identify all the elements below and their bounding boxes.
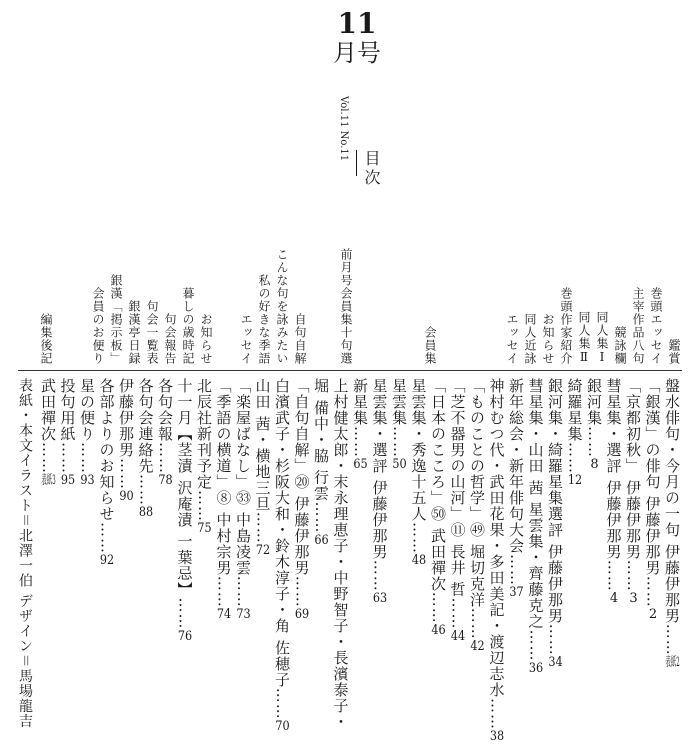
section-label-oshirase2: お知らせ: [199, 313, 213, 365]
toc-entry-text: 星雲集・秀逸十五人……: [409, 378, 428, 554]
volume-label: Vol.11 No.11: [338, 96, 349, 162]
toc-entry-page: 70: [275, 719, 290, 733]
toc-entry: [196, 378, 211, 535]
section-label-kyoeiran: 競詠欄: [613, 326, 627, 365]
toc-entry-page: 76: [177, 629, 193, 643]
toc-entry-text: 「自句自解」⑳ 伊藤伊那男……: [292, 378, 311, 608]
toc-entry-text: 北辰社新刊予定……: [195, 378, 213, 522]
credits-line: 表紙・本文イラスト＝北澤一伯 デザイン＝馬場龍吉: [17, 378, 33, 729]
toc-entry-text: 「ものことの哲学」㊾ 堀切克洋……: [468, 378, 486, 640]
section-label-doujin2: 同人集Ⅱ: [577, 311, 591, 365]
toc-heading: 目次: [362, 150, 381, 188]
toc-entry: [606, 378, 621, 605]
toc-entry-page: 44: [450, 629, 466, 643]
toc-entry: [333, 378, 348, 730]
toc-entry: [235, 378, 250, 621]
toc-entry-text: 伊藤伊那男……: [117, 378, 135, 490]
toc-entry-page: 48: [411, 554, 427, 567]
toc-entry-text: 山田 茜・横地三旦……: [253, 378, 272, 544]
toc-entry: [586, 378, 601, 471]
toc-entry-text: 星の便り……: [78, 378, 96, 474]
toc-entry: [489, 378, 504, 743]
toc-entry: [99, 378, 114, 567]
toc-entry: [40, 378, 55, 487]
toc-entry: [391, 378, 406, 471]
toc-entry-page: 4: [609, 591, 619, 605]
toc-entry: [411, 378, 426, 567]
section-label-kukai-houkoku: 句会報告: [163, 313, 177, 365]
toc-entry: [177, 378, 192, 643]
toc-entry-page: 78: [158, 474, 173, 487]
toc-entry-page: 3: [629, 591, 638, 605]
toc-entry-page: 65: [353, 458, 368, 471]
toc-entry-page: 92: [99, 554, 115, 567]
section-label-kurashi: 暮しの歳時記: [181, 287, 195, 365]
toc-entry: [255, 378, 270, 557]
toc-entry: [664, 378, 679, 669]
toc-entry: [567, 378, 582, 487]
toc-rule: [356, 150, 357, 176]
section-label-essay: エッセイ: [505, 313, 519, 365]
section-label-shusai: 主宰作品八句: [631, 287, 645, 365]
toc-entry-text: 「季語の横道」⑧ 中村宗男……: [214, 378, 233, 608]
toc-entry-text: 白濱武子・杉阪大和・鈴木淳子・角 佐穂子……: [273, 378, 291, 720]
toc-entry-text: 銀河集……: [585, 378, 603, 458]
toc-entry-page: 90: [119, 490, 134, 503]
toc-entry-page: 46: [431, 623, 446, 637]
issue-title: [322, 8, 392, 68]
issue-month: 月号: [333, 39, 381, 68]
toc-entry-text: 新年総会・新年俳句大会……: [507, 378, 525, 586]
divider: [18, 370, 682, 371]
toc-entry: [430, 378, 445, 637]
toc-entry: [216, 378, 231, 621]
toc-entry: [547, 378, 562, 669]
toc-entry: [508, 378, 523, 599]
section-label-kansho: 鑑賞: [667, 339, 681, 365]
toc-entry-text: 「日本のこころ」㊿ 武田禪次……: [429, 378, 447, 624]
section-label-doujin1: 同人集Ⅰ: [595, 311, 609, 365]
toc-entry: [625, 378, 640, 605]
toc-entry-page: 34: [548, 655, 563, 669]
toc-entry-page: 37: [509, 586, 524, 599]
toc-entry-text: 「芝不器男の山河」⑪ 長井 哲……: [448, 378, 467, 630]
toc-entry-page: 50: [392, 458, 407, 471]
section-label-zengetsu: 前月号会員集十句選: [339, 248, 353, 365]
toc-entry-text: 「楽屋ばなし」㉝ 中島凌雲……: [234, 378, 252, 608]
section-label-konna-ku: こんな句を詠みたい: [275, 248, 289, 365]
toc-entry-page: 12: [567, 474, 583, 487]
toc-entry-page: 表紙2: [665, 655, 680, 669]
toc-entry-page: 66: [314, 533, 329, 547]
toc-entry-text: 堀 備中・脇 行雲……: [312, 378, 330, 534]
toc-entry-page: 表紙3: [41, 474, 56, 487]
section-label-kaiinshu: 会員集: [423, 326, 437, 365]
toc-entry: [157, 378, 172, 487]
toc-entry-page: 69: [294, 607, 310, 621]
toc-entry-page: 74: [216, 607, 232, 621]
toc-entry: [118, 378, 133, 503]
section-label-gingatei: 銀漢亭日録: [127, 300, 141, 365]
section-label-kukai-ichiran: 句会一覧表: [145, 300, 159, 365]
toc-entry-text: 神村むつ代・武田花果・多田美記・渡辺志水……: [487, 378, 506, 730]
toc-entry-text: 新星集……: [351, 378, 369, 458]
section-label-oshirase1: お知らせ: [541, 313, 555, 365]
toc-entry: [60, 378, 75, 487]
toc-entry-page: 95: [60, 474, 76, 487]
toc-entry-page: 8: [590, 458, 599, 471]
toc-entry-page: 73: [236, 607, 251, 621]
toc-entry-text: 上村健太郎・末永理恵子・中野智子・長濱泰子・: [331, 378, 350, 730]
toc-entry-text: 綺羅星集……: [565, 378, 584, 474]
toc-entry-text: 投句用紙……: [58, 378, 77, 474]
toc-entry-page: 72: [255, 543, 271, 557]
toc-entry-text: 「京都初秋」 伊藤伊那男……: [624, 378, 642, 592]
toc-entry-text: 各句会連絡先……: [136, 378, 155, 506]
section-label-kaiin-tayori: 会員のお便り: [91, 287, 105, 365]
toc-entry: [372, 378, 387, 605]
toc-entry-text: 十一月【茎漬 沢庵漬 一葉忌】……: [175, 378, 194, 630]
toc-entry-page: 36: [528, 661, 544, 675]
toc-entry-text: 彗星集・選評 伊藤伊那男……: [604, 378, 623, 592]
toc-entry: [645, 378, 660, 621]
toc-entry-page: 75: [197, 522, 212, 535]
section-label-henshu: 編集後記: [39, 313, 53, 365]
toc-entry-page: 93: [80, 474, 95, 487]
issue-number: 11: [337, 7, 377, 40]
section-label-doujin-kinei: 同人近詠: [523, 313, 537, 365]
toc-entry: [138, 378, 153, 519]
toc-entry-text: 星雲集……: [390, 378, 408, 458]
toc-entry-text: 彗星集・山田 茜 星雲集・齊藤克之……: [526, 378, 545, 662]
toc-entry: [274, 378, 289, 733]
toc-entry: [352, 378, 367, 471]
toc-entry-page: 42: [470, 639, 485, 653]
section-label-kantou-essay: 巻頭エッセイ: [649, 287, 663, 365]
toc-entry: [79, 378, 94, 487]
section-label-essay2: エッセイ: [239, 313, 253, 365]
section-label-kantou-sakka: 巻頭作家紹介: [559, 287, 573, 365]
toc-entry-page: 88: [138, 506, 154, 519]
toc-entry: [528, 378, 543, 675]
toc-entry: [294, 378, 309, 621]
toc-entry-text: 銀河集・綺羅星集選評 伊藤伊那男……: [546, 378, 564, 656]
section-label-jiku-jikai: 自句自解: [293, 313, 307, 365]
toc-entry-text: 武田禪次……: [39, 378, 57, 474]
toc-entry-text: 各部よりのお知らせ……: [97, 378, 116, 554]
toc-entry-page: 38: [489, 730, 505, 743]
toc-entry-text: 「銀漢」の俳句 伊藤伊那男……: [643, 378, 662, 608]
toc-entry-text: 盤水俳句・今月の一句 伊藤伊那男……: [663, 378, 681, 656]
toc-entry-page: 2: [648, 607, 658, 621]
toc-entry-text: 星雲集・選評 伊藤伊那男……: [370, 378, 389, 592]
toc-entry: [313, 378, 328, 547]
toc-entry: [450, 378, 465, 643]
toc-entry-page: 63: [372, 591, 388, 605]
section-label-suki-kigo: 私の好きな季語: [257, 274, 271, 365]
toc-entry-text: 各句会報……: [156, 378, 174, 474]
section-label-keijiban: 銀漢「掲示板」: [109, 274, 123, 365]
toc-entry: [469, 378, 484, 653]
